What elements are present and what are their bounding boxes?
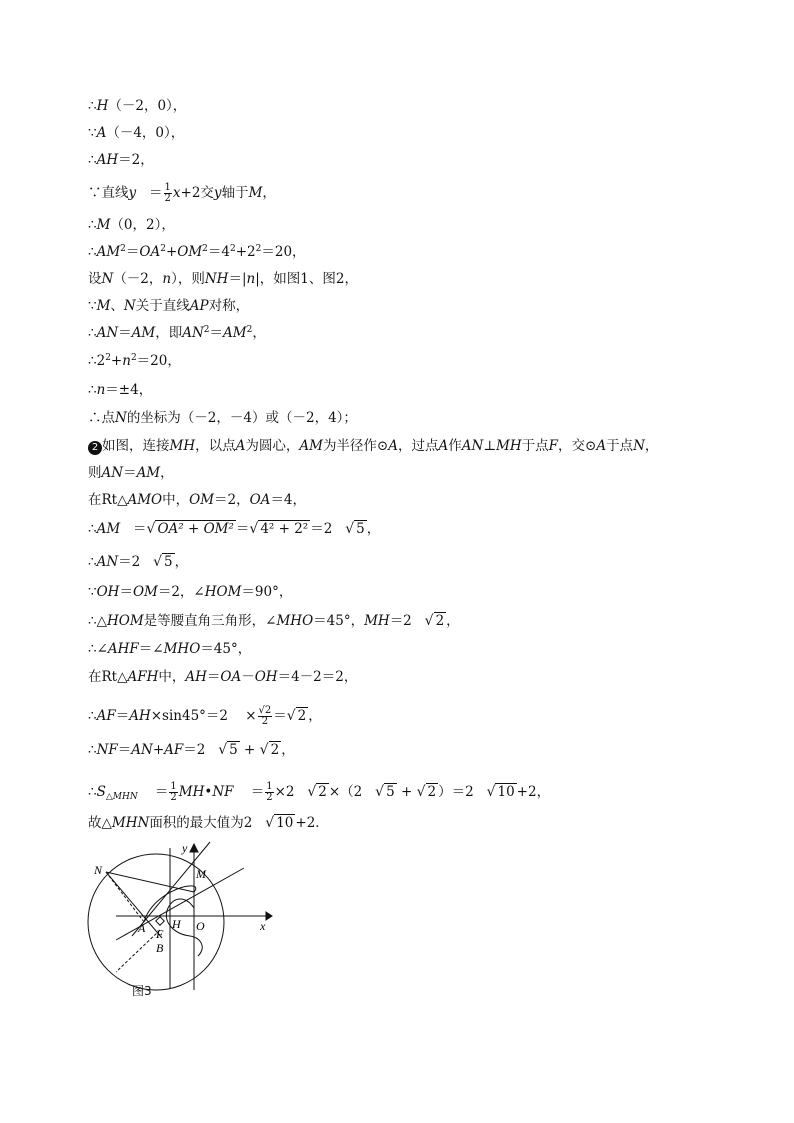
- line-18: ∵OH＝OM＝2，∠HOM＝90°，: [88, 584, 293, 600]
- line-10: $\therefore 2^2+n^2=20$，: [88, 353, 181, 369]
- line-15: 在Rt△AMO中，OM＝2，OA＝4，: [88, 492, 307, 508]
- sqrt-expr: √ 5: [218, 742, 238, 758]
- circled-number-icon: 2: [88, 441, 102, 455]
- line-7: 设N（－2，n），则NH＝|n|，如图1、图2，: [88, 271, 358, 287]
- sqrt-expr: √ 2: [307, 784, 327, 800]
- label-o: O: [196, 919, 205, 933]
- line-9: ∴AN＝AM，即$AN^2=AM^2$，: [88, 325, 266, 341]
- label-a: A: [138, 921, 146, 935]
- label-n: N: [94, 863, 103, 877]
- label-x: x: [260, 919, 266, 933]
- line-25: 故△MHN面积的最大值为2 √ 10 +2．: [88, 815, 329, 831]
- fraction-half: $\frac{1}{2}$: [170, 781, 177, 803]
- x-axis-arrow: [266, 912, 272, 920]
- sqrt-expr: √ 5: [345, 521, 365, 537]
- line-20: ∴∠AHF＝∠MHO＝45°，: [88, 641, 252, 657]
- line-22: ∴AF＝AH×sin45°＝2 × $\frac{√2}{2}$ ＝√ 2 ，: [88, 705, 322, 727]
- sqrt-expr: √ OA² + OM²: [146, 521, 234, 537]
- line-6: $\therefore AM^2=OA^2+OM^2=4^2+2^2=20$，: [88, 244, 306, 260]
- line-4: ∵直线y ＝ $\frac{1}{2}$ x+2交y轴于M，: [88, 182, 276, 204]
- line-5: ∴M（0，2），: [88, 217, 175, 233]
- line-11: ∴n＝±4，: [88, 382, 153, 398]
- sqrt-expr: √ 5: [375, 784, 395, 800]
- label-h: H: [172, 917, 181, 931]
- sqrt-expr: √ 2: [286, 708, 307, 724]
- line-17: ∴AN＝2 √ 5 ，: [88, 554, 189, 570]
- line-3: ∴AH＝2，: [88, 152, 154, 168]
- fraction-half: $\frac{1}{2}$: [266, 781, 273, 803]
- line-21: 在Rt△AFH中，AH＝OA－OH＝4－2＝2，: [88, 669, 358, 685]
- label-y: y: [182, 841, 188, 855]
- y-axis-arrow: [190, 844, 198, 852]
- line-19: ∴△HOM是等腰直角三角形，∠MHO＝45°，MH＝2 √ 2 ，: [88, 613, 460, 629]
- sqrt-expr: √ 10: [486, 784, 515, 800]
- line-16: ∴AM ＝√ OA² + OM² ＝√ 4² + 2² ＝2 √ 5 ，: [88, 521, 381, 537]
- line-8: ∵M、N关于直线AP对称，: [88, 298, 250, 314]
- sqrt-expr: √ 10: [265, 815, 294, 831]
- label-m: M: [196, 867, 206, 881]
- sqrt-expr: √ 2: [424, 613, 445, 629]
- line-14: 则AN＝AM，: [88, 465, 174, 481]
- fraction-half: $\frac{1}{2}$: [164, 182, 171, 204]
- figure-caption: 图3: [132, 984, 152, 998]
- sqrt-expr: √ 2: [416, 784, 437, 800]
- line-13: 2 如图，连接MH，以点A为圆心，AM为半径作⊙A，过点A作AN⊥MH于点F，交⊙A于点N，: [88, 437, 658, 455]
- sqrt-expr: √ 5: [153, 554, 173, 570]
- line-2: ∵A（－4，0），: [88, 125, 185, 141]
- geometry-figure: [86, 838, 286, 1003]
- line-24: $\therefore S_{\triangle MHN}$ ＝ $\frac{1}{2}$ MH•NF ＝ $\frac{1}{2}$ ×2 √ 2 ×（2 √ 5 + √ 2 ）＝2 √ 10 +2，: [88, 781, 551, 803]
- label-b: B: [156, 941, 164, 955]
- line-12: ∴点N的坐标为（－2，－4）或（－2，4）；: [88, 410, 357, 426]
- fraction-root2-over-2: $\frac{√2}{2}$: [258, 705, 272, 727]
- sqrt-expr: √ 4² + 2²: [249, 521, 309, 537]
- sqrt-expr: √ 2: [259, 742, 280, 758]
- line-23: ∴NF＝AN+AF＝2 √ 5 + √ 2 ，: [88, 742, 295, 758]
- line-1: ∴H（－2，0），: [88, 98, 187, 114]
- label-f: F: [156, 927, 164, 941]
- right-angle-mark: [156, 917, 164, 925]
